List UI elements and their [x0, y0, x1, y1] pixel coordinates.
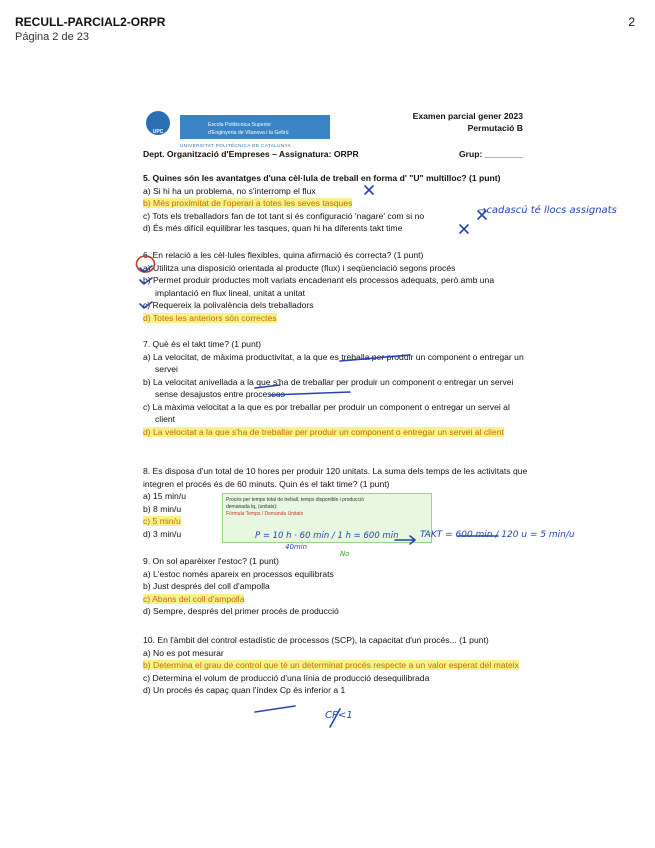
handwritten-value: 40min — [285, 543, 308, 551]
option-b: b) La velocitat anivellada a la que s'ha de treballar per produir un component o entregar un servei sense desajustos entre processos — [143, 376, 514, 399]
option-c: c) Determina el volum de producció d'una línia de producció desequilibrada — [143, 672, 430, 683]
handwritten-calculation: P = 10 h · 60 min / 1 h = 600 min — [255, 531, 399, 541]
department-line: Dept. Organització d'Empreses – Assignatura: ORPR — [143, 149, 359, 159]
question-stem: 10. En l'àmbit del control estadístic de processos (SCP), la capacitat d'un procés... (1 punt) — [143, 635, 489, 645]
question-stem: 9. On sol aparèixer l'estoc? (1 punt) — [143, 556, 279, 566]
option-a: a) 15 min/u — [143, 491, 186, 501]
option-c: c) 5 min/u — [143, 516, 181, 526]
question-stem: 5. Quines són les avantatges d'una cèl·lula de treball en forma d' "U" multilloc? (1 punt) — [143, 173, 501, 183]
option-c: c) Abans del coll d'ampolla — [143, 593, 245, 604]
option-a: a) Si hi ha un problema, no s'interromp el flux — [143, 185, 316, 196]
option-b: b) Permet produir productes molt variats encadenant els processos adequats, però amb una implantació en flux lineal, unitat a unitat — [143, 275, 495, 298]
question-stem: 8. Es disposa d'un total de 10 hores per produir 120 unitats. La suma dels temps de les activitats que integren el procés és de 60 minuts. Quin és el takt time? (1 punt) — [143, 466, 528, 489]
option-c: c) Requereix la polivalència dels treballadors — [143, 300, 314, 310]
option-c: c) Tots els treballadors fan de tot tant si és configuració 'nagare' com si no — [143, 210, 425, 221]
option-a: a) No es pot mesurar — [143, 647, 224, 658]
page-header — [0, 0, 655, 50]
handwritten-no: No — [340, 550, 350, 558]
page-number: 2 — [628, 15, 635, 29]
logo-banner: Escola Politècnica Superior d'Enginyeria de Vilanova i la Geltrú — [180, 115, 330, 139]
option-d: d) La velocitat a la que s'ha de treballar per produir un component o entregar un servei al client — [143, 426, 504, 437]
option-d: d) Totes les anteriors són correctes — [143, 312, 277, 323]
q5-handwritten-note: →cadascú té llocs assignats — [478, 205, 617, 216]
school-logo: UPC Escola Politècnica Superior d'Enginyeria de Vilanova i la Geltrú UNIVERSITAT POLITÈCNICA DE CATALUNYA — [146, 111, 326, 147]
exam-title: Examen parcial gener 2023 — [412, 111, 523, 121]
document-title: RECULL-PARCIAL2-ORPR — [15, 15, 166, 29]
question-5 — [143, 172, 528, 235]
handwritten-cp: CP<1 — [325, 710, 353, 721]
exam-sheet — [140, 105, 535, 725]
option-a: a) Utilitza una disposició orientada al producte (flux) i seqüenciació segons procés — [143, 262, 456, 273]
option-b: b) 8 min/u — [143, 503, 182, 514]
upc-seal-icon: UPC — [146, 111, 170, 135]
handwritten-takt-formula: TAKT = 600 min / 120 u = 5 min/u — [420, 530, 575, 540]
question-stem: 7. Què és el takt time? (1 punt) — [143, 339, 261, 349]
option-b: b) Més proximitat de l'operari a totes les seves tasques — [143, 198, 353, 208]
option-b: b) Determina el grau de control que té un determinat procés respecte a un valor esperat del mateix — [143, 660, 519, 670]
option-d: d) 3 min/u — [143, 528, 182, 539]
group-field: Grup: ________ — [458, 149, 523, 159]
option-d: d) És més difícil equilibrar les tasques, quan hi ha diferents takt time — [143, 223, 403, 233]
question-6 — [143, 249, 528, 324]
option-d: d) Sempre, després del primer procés de producció — [143, 606, 339, 616]
option-a: a) La velocitat, de màxima productivitat, a la que es treballa per produir un component o entregar un servei — [143, 351, 524, 374]
page-info: Página 2 de 23 — [15, 31, 90, 43]
exam-permutation: Permutació B — [467, 123, 523, 133]
pasted-formula-note: Procés per temps total de treball, temps disponible i producció demanada tq, (unitats): Fórmula Temps / Demanda Unitats — [222, 493, 432, 543]
option-d: d) Un procés és capaç quan l'índex Cp és inferior a 1 — [143, 685, 346, 695]
question-10 — [143, 634, 528, 697]
question-9 — [143, 555, 528, 618]
question-stem: 6. En relació a les cèl·lules flexibles, quina afirmació és correcta? (1 punt) — [143, 250, 424, 260]
option-c: c) La màxima velocitat a la que es por treballar per produir un component o entregar un servei al client — [143, 401, 510, 424]
option-a: a) L'estoc només apareix en processos equilibrats — [143, 568, 334, 579]
question-7 — [143, 338, 528, 438]
option-b: b) Just després del coll d'ampolla — [143, 581, 270, 591]
